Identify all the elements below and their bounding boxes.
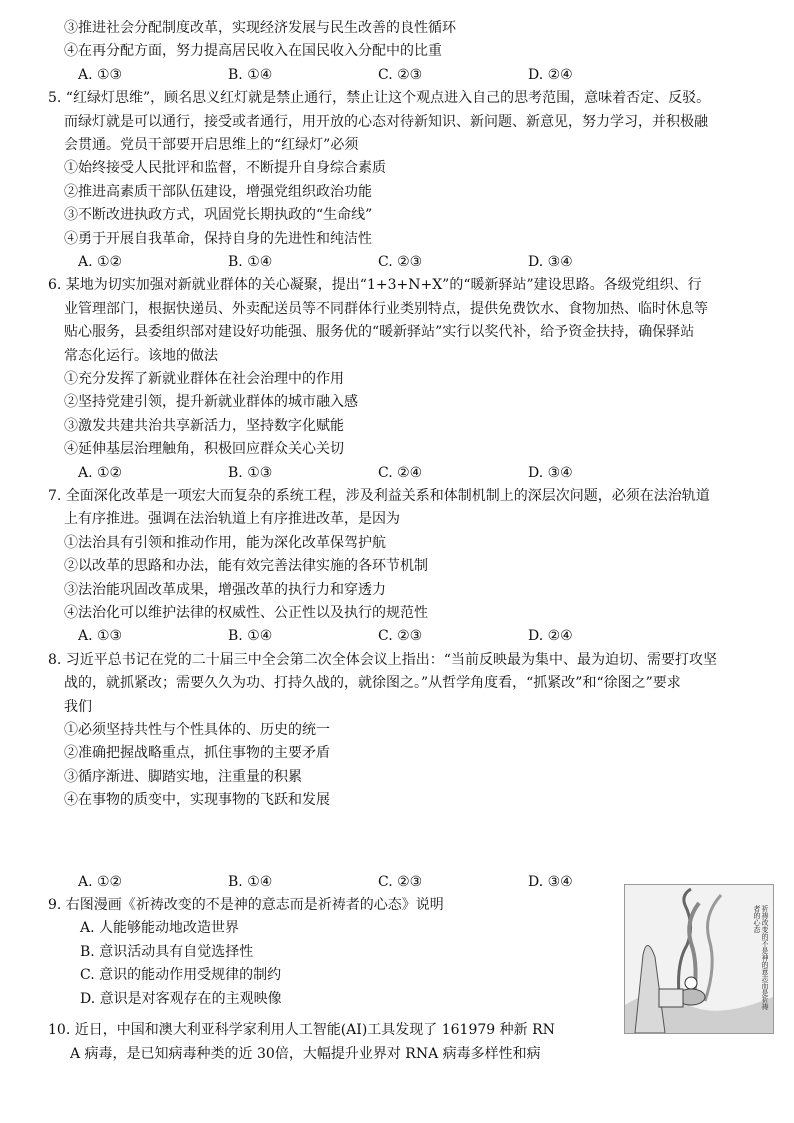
- q6-statement-4: ④延伸基层治理触角，积极回应群众关心关切: [64, 441, 344, 458]
- q5-option-b: B. ①④: [228, 254, 273, 270]
- q10-stem-line-1: 10. 近日，中国和澳大利亚科学家利用人工智能(AI)工具发现了 161979 种新 RN: [48, 1022, 555, 1038]
- q6-statement-3: ③激发共建共治共享新活力，坚持数字化赋能: [64, 417, 344, 434]
- q7-option-b: B. ①④: [228, 628, 273, 645]
- q8-statement-3: ③循序渐进、脚踏实地，注重量的积累: [64, 768, 302, 785]
- q5-stem-line-3: 会贯通。党员干部要开启思维上的“红绿灯”必须: [64, 137, 359, 153]
- q7-statement-2: ②以改革的思路和办法，能有效完善法律实施的各环节机制: [64, 558, 428, 575]
- q4-option-a: A. ①③: [78, 66, 123, 83]
- q8-statement-4: ④在事物的质变中，实现事物的飞跃和发展: [64, 792, 330, 809]
- q7-stem-line-2: 上有序推进。强调在法治轨道上有序推进改革，是因为: [64, 511, 400, 528]
- q5-stem-line-2: 而绿灯就是可以通行，接受或者通行，用开放的心态对待新知识、新问题、新意见，努力学习，并积极融: [64, 113, 708, 130]
- q7-statement-4: ④法治化可以维护法律的权威性、公正性以及执行的规范性: [64, 605, 428, 621]
- q6-statement-2: ②坚持党建引领，提升新就业群体的城市融入感: [64, 394, 358, 411]
- q4-option-b: B. ①④: [228, 66, 273, 83]
- q8-option-b: B. ①④: [228, 874, 273, 890]
- q4-statement-4: ④在再分配方面，努力提高居民收入在国民收入分配中的比重: [64, 43, 442, 60]
- q8-stem-line-1: 8. 习近平总书记在党的二十届三中全会第二次全体会议上指出：“当前反映最为集中、最为迫切、需要打攻坚: [48, 651, 717, 668]
- q8-statement-2: ②准确把握战略重点，抓住事物的主要矛盾: [64, 745, 330, 762]
- q6-option-b: B. ①③: [228, 464, 273, 481]
- cartoon-caption: 祈祷改变的不是神的意志而是祈祷者的心态: [753, 905, 769, 1010]
- q6-stem-line-2: 业管理部门，根据快递员、外卖配送员等不同群体行业类别特点，提供免费饮水、食物加热、临时休息等: [64, 300, 708, 317]
- q6-option-a: A. ①②: [78, 464, 123, 481]
- q5-stem-line-1: 5. “红绿灯思维”，顾名思义红灯就是禁止通行，禁止让这个观点进入自己的思考范围，意味着否定、反驳。: [48, 90, 711, 107]
- q5-option-d: D. ③④: [528, 254, 573, 270]
- q5-option-c: C. ②③: [378, 254, 423, 270]
- q5-statement-1: ①始终接受人民批评和监督，不断提升自身综合素质: [64, 160, 386, 177]
- q8-stem-line-2: 战的，就抓紧改；需要久久为功、打持久战的，就徐图之。”从哲学角度看，“抓紧改”和“徐图之”要求: [64, 675, 681, 692]
- q5-statement-3: ③不断改进执政方式，巩固党长期执政的“生命线”: [64, 207, 373, 224]
- q6-option-c: C. ②④: [378, 464, 423, 481]
- q6-stem-line-3: 贴心服务，县委组织部对建设好功能强、服务优的“暖新驿站”实行以奖代补，给予资金扶持，确保驿站: [64, 324, 695, 341]
- q8-statement-1: ①必须坚持共性与个性具体的、历史的统一: [64, 722, 330, 738]
- q6-option-d: D. ③④: [528, 464, 573, 481]
- q5-statement-2: ②推进高素质干部队伍建设，增强党组织政治功能: [64, 183, 372, 200]
- q9-option-b: B. 意识活动具有自觉选择性: [80, 944, 254, 960]
- q6-statement-1: ①充分发挥了新就业群体在社会治理中的作用: [64, 371, 344, 387]
- q9-stem: 9. 右图漫画《祈祷改变的不是神的意志而是祈祷者的心态》说明: [48, 897, 444, 913]
- q9-option-c: C. 意识的能动作用受规律的制约: [80, 967, 282, 983]
- q8-option-c: C. ②③: [378, 874, 423, 890]
- q4-statement-3: ③推进社会分配制度改革，实现经济发展与民生改善的良性循环: [64, 20, 456, 36]
- q8-stem-line-3: 我们: [64, 698, 92, 715]
- q6-stem-line-1: 6. 某地为切实加强对新就业群体的关心凝聚，提出“1+3+N+X”的“暖新驿站”建设思路。各级党组织、行: [48, 277, 702, 294]
- q8-option-a: A. ①②: [78, 874, 123, 890]
- q6-stem-line-4: 常态化运行。该地的做法: [64, 347, 218, 364]
- q4-option-d: D. ②④: [528, 66, 573, 83]
- q7-option-d: D. ②④: [528, 628, 573, 645]
- q8-option-d: D. ③④: [528, 874, 573, 890]
- q5-option-a: A. ①②: [78, 254, 123, 270]
- q7-option-a: A. ①③: [78, 628, 123, 645]
- cartoon-image: [624, 884, 774, 1034]
- q7-statement-1: ①法治具有引领和推动作用，能为深化改革保驾护航: [64, 534, 386, 551]
- q10-stem-line-2: A 病毒，是已知病毒种类的近 30倍，大幅提升业界对 RNA 病毒多样性和病: [70, 1046, 541, 1062]
- q9-option-d: D. 意识是对客观存在的主观映像: [80, 991, 282, 1007]
- q5-statement-4: ④勇于开展自我革命，保持自身的先进性和纯洁性: [64, 230, 372, 247]
- q7-stem-line-1: 7. 全面深化改革是一项宏大而复杂的系统工程，涉及利益关系和体制机制上的深层次问题，必须在法治轨道: [48, 488, 710, 504]
- q7-statement-3: ③法治能巩固改革成果，增强改革的执行力和穿透力: [64, 581, 386, 598]
- q4-option-c: C. ②③: [378, 66, 423, 83]
- q7-option-c: C. ②③: [378, 628, 423, 645]
- q9-option-a: A. 人能够能动地改造世界: [80, 920, 240, 936]
